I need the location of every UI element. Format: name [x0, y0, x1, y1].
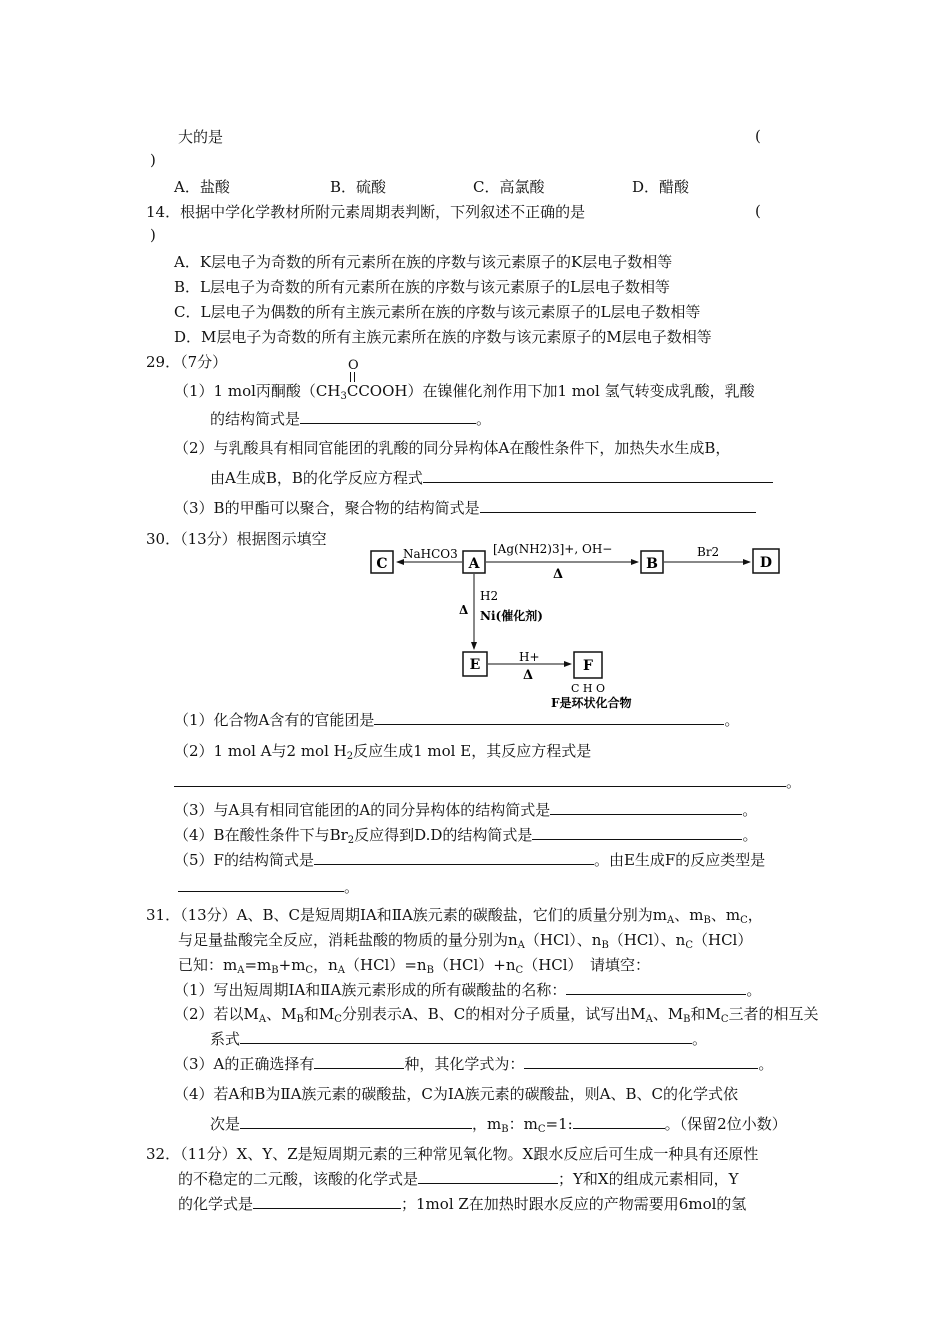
q14-paren-right: )	[150, 226, 156, 244]
q14-option-a: A．K层电子为奇数的所有元素所在族的序数与该元素原子的K层电子数相等	[174, 253, 673, 271]
q13-paren-right: )	[150, 151, 156, 169]
box-b-label: B	[646, 556, 658, 572]
q30-p2-blank[interactable]	[174, 772, 786, 787]
q29-p1-line2: 的结构简式是 。	[210, 410, 492, 428]
label-br2: Br2	[697, 545, 720, 559]
q30-p1: （1）化合物A含有的官能团是 。	[174, 711, 740, 729]
q30-p2: （2）1 mol A与2 mol $H_2$反应生成1 mol E，其反应方程式是	[174, 742, 592, 762]
q14-paren-left: (	[755, 202, 761, 220]
label-h2: H2	[480, 589, 499, 603]
q31-p2: （2）若以$M_A$、$M_B$和$M_C$分别表示A、B、C的相对分子质量，试写出$M_A$、$M_B$和$M_C$三者的相互关	[174, 1005, 819, 1025]
q32-line3: 的化学式是 ；1mol Z在加热时跟水反应的产物需要用6mol的氢	[178, 1195, 747, 1213]
q31-p1-blank[interactable]	[566, 980, 746, 995]
q13-option-b: B．硫酸	[330, 178, 387, 196]
q14-option-d: D．M层电子为奇数的所有主族元素所在族的序数与该元素原子的M层电子数相等	[174, 328, 712, 346]
q30-p1-blank[interactable]	[374, 710, 724, 725]
q13-option-c: C．高氯酸	[473, 178, 545, 196]
box-a-label: A	[468, 556, 480, 572]
q30-p4: （4）B在酸性条件下与$Br_2$反应得到D.D的结构简式是 。	[174, 826, 758, 846]
q32-line2: 的不稳定的二元酸，该酸的化学式是 ；Y和X的组成元素相同，Y	[178, 1170, 739, 1188]
box-c-label: C	[376, 556, 388, 572]
q31-p2-blank[interactable]	[240, 1029, 692, 1044]
q31-line2: 与足量盐酸完全反应，消耗盐酸的物质的量分别为$n_A(HCl)$、$n_B(HCl)$、$n_C(HCl)$	[178, 931, 753, 951]
q30-p5: （5）F的结构简式是 。由E生成F的反应类型是	[174, 851, 766, 869]
q30-p5-blank-structure[interactable]	[314, 850, 594, 865]
q31-p4-blank-formulas[interactable]	[240, 1114, 472, 1129]
q29-p1-line1: （1）1 mol丙酮酸$(CH_3CCOOH)$在镍催化剂作用下加1 mol 氢气转变成乳酸，乳酸	[174, 382, 755, 402]
q31-line1: 31．（13分）A、B、C是短周期ⅠA和ⅡA族元素的碳酸盐，它们的质量分别为$m_A$、$m_B$、$m_C$，	[146, 906, 763, 926]
q31-p4-blank-ratio[interactable]	[573, 1114, 665, 1129]
box-e-label: E	[469, 657, 481, 673]
q29-p2-line1: （2）与乳酸具有相同官能团的乳酸的同分异构体A在酸性条件下，加热失水生成B，	[174, 439, 731, 457]
q13-option-d: D．醋酸	[632, 178, 690, 196]
label-h-plus: H+	[519, 650, 540, 664]
q13-paren-left: (	[755, 127, 761, 145]
label-heat-3: Δ	[523, 668, 534, 683]
q31-line3: 已知：$m_A=m_B+m_C$，$n_A(HCl)=n_B(HCl)+n_C(HCl)$ 请填空：	[178, 956, 651, 976]
q31-p4-line1: （4）若A和B为ⅡA族元素的碳酸盐，C为ⅠA族元素的碳酸盐，则A、B、C的化学式依	[174, 1085, 738, 1103]
q31-p1: （1）写出短周期ⅠA和ⅡA族元素形成的所有碳酸盐的名称： 。	[174, 981, 762, 999]
q32-blank-y[interactable]	[253, 1194, 401, 1209]
q31-p3-blank-count[interactable]	[314, 1054, 404, 1069]
q30-number: 30．（13分）根据图示填空	[146, 530, 327, 548]
q13-option-a: A．盐酸	[174, 178, 230, 196]
q30-p5-blank-type[interactable]	[178, 877, 344, 892]
q32-line1: 32．（11分）X、Y、Z是短周期元素的三种常见氧化物。X跟水反应后可生成一种具有还原性	[146, 1145, 759, 1163]
q32-blank-acid[interactable]	[418, 1169, 558, 1184]
q29-carbonyl-o: O	[348, 358, 359, 373]
box-f-label: F	[583, 658, 593, 674]
q31-p2-line2: 系式 。	[210, 1030, 708, 1048]
q30-p2-answer-line: 。	[174, 772, 801, 792]
q29-p2-line2: 由A生成B，B的化学反应方程式	[210, 468, 773, 488]
q31-p4-line2: 次是 ，$m_B$：$m_C=1$: 。（保留2位小数）	[210, 1115, 787, 1135]
q14-option-c: C．L层电子为偶数的所有主族元素所在族的序数与该元素原子的L层电子数相等	[174, 303, 701, 321]
label-cho: C H O	[571, 682, 606, 695]
q29-p3: （3）B的甲酯可以聚合，聚合物的结构简式是	[174, 498, 756, 518]
label-heat-2: Δ	[459, 603, 469, 617]
q30-p3: （3）与A具有相同官能团的A的同分异构体的结构简式是 。	[174, 801, 758, 819]
q13-stem-cont: 大的是	[178, 128, 224, 146]
q14-option-b: B．L层电子为奇数的所有元素所在族的序数与该元素原子的L层电子数相等	[174, 278, 670, 296]
label-f-note: F是环状化合物	[551, 696, 632, 710]
q31-p3: （3）A的正确选择有 种，其化学式为： 。	[174, 1055, 774, 1073]
label-heat-1: Δ	[553, 567, 564, 582]
q14-stem: 14．根据中学化学教材所附元素周期表判断，下列叙述不正确的是	[146, 203, 586, 221]
q30-p3-blank[interactable]	[550, 800, 742, 815]
label-nahco3: NaHCO3	[403, 547, 458, 561]
label-ni-catalyst: Ni(催化剂)	[480, 609, 543, 623]
q29-number: 29．（7分）	[146, 353, 228, 371]
box-d-label: D	[759, 555, 773, 571]
q31-p3-blank-formula[interactable]	[524, 1054, 758, 1069]
label-ag-reagent: [Ag(NH2)3]+, OH−	[493, 542, 613, 556]
q30-p5-line2: 。	[178, 877, 359, 897]
q30-p4-blank[interactable]	[532, 825, 742, 840]
